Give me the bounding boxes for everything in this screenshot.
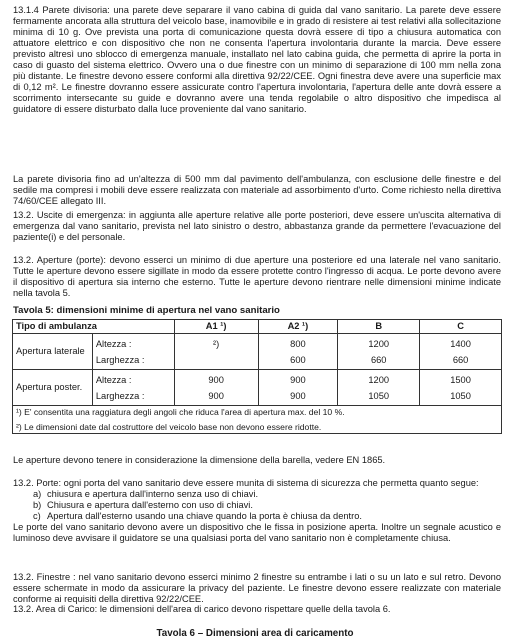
cell-b: 1200 660: [338, 334, 420, 370]
cell-c: 1400 660: [420, 334, 502, 370]
list-item: b) Chiusura e apertura dall'esterno con uso di chiavi.: [33, 500, 253, 510]
porte-list: [33, 489, 501, 522]
table5-notes: [13, 406, 502, 434]
cell-c: 1500 1050: [420, 370, 502, 406]
table5-title: Tavola 5: dimensioni minime di apertura nel vano sanitario: [13, 305, 280, 316]
row-labels: Altezza : Larghezza :: [92, 334, 174, 370]
paragraph-parete-divisoria: 13.1.4 Parete divisoria: una parete deve separare il vano cabina di guida dal vano sanitario. La parete deve essere fermamente ancorata alla struttura del veicolo base, inamovibile e in grado di resistere ai test relativi alla sollecitazione minima di 10 g. Ove prevista una porta di comunicazione questa dovrà essere di tipo a chiusura automatica con attuatore elettrico e con dispositivo che non ne consenta l'apertura involontaria durante la marcia. Deve essere previsto altresì uno sblocco di emergenza manuale, installato nel lato cabina guida, che permetta di aprire la porta in caso di guasto del sistema elettrico. Ovvero una o due finestre con un minimo di separazione di 100 mm nella zona più distante. Le finestre devono essere conformi alla direttiva 92/22/CEE. Ogni finestra deve avere una superficie max di 0,12 m². Le finestre dovranno essere assicurate contro l'apertura involontaria, l'apertura delle ante dovrà essere a scorrimento intersecante su guide e dovranno avere una tenda regolabile o altro dispositivo che impedisca al guidatore di essere disturbato dalla luce proveniente dal vano sanitario.: [13, 5, 501, 114]
row-type: Apertura laterale: [13, 334, 93, 370]
cell-a1: ²): [174, 334, 258, 370]
list-item: c) Apertura dall'esterno usando una chiave quando la porta è chiusa da dentro.: [33, 511, 362, 521]
paragraph-area-carico: 13.2. Area di Carico: le dimensioni dell'area di carico devono rispettare quelle della tavola 6.: [13, 604, 391, 614]
cell-a1: 900 900: [174, 370, 258, 406]
row-labels: Altezza : Larghezza :: [92, 370, 174, 406]
table5-header-row: [13, 320, 502, 334]
header-a2: A2 ¹): [258, 320, 338, 334]
header-b: B: [338, 320, 420, 334]
cell-b: 1200 1050: [338, 370, 420, 406]
cell-a2: 800 600: [258, 334, 338, 370]
header-c: C: [420, 320, 502, 334]
paragraph-aperture-porte: 13.2. Aperture (porte): devono esserci un minimo di due aperture una posteriore ed una laterale nel vano sanitario. Tutte le aperture devono essere sigillate in modo da essere protette contro l'ingresso di acqua. Le porte devono avere il dispositivo di apertura sia interno che esterno. Tutte le aperture devono rientrare nelle dimensioni minime indicate nella tavola 5.: [13, 255, 501, 298]
table6-title: Tavola 6 – Dimensioni area di caricamento: [156, 628, 354, 639]
paragraph-parete-materiale: La parete divisoria fino ad un'altezza di 500 mm dal pavimento dell'ambulanza, con esclusione delle finestre e del sedile ma compresi i mobili deve essere realizzata con materiale ad assorbimento d'urto. Come richiesto nella direttiva 74/60/CEE allegato III.: [13, 174, 501, 206]
paragraph-finestre: 13.2. Finestre : nel vano sanitario devono esserci minimo 2 finestre su entrambe i lati o su un lato e sul retro. Devono essere schermate in modo da assicurare la privacy del paziente. Le finestre devono essere realizzate con materiale conforme ai requisiti della direttiva 92/22/CEE.: [13, 572, 501, 604]
paragraph-porte: 13.2. Porte: ogni porta del vano sanitario deve essere munita di sistema di sicurezza che permetta quanto segue: a) chiusura e apertura dall'interno senza uso di chiavi. b) Chiusura e apertura dall'esterno con uso di chiavi. c) Apertura dall'esterno usando una chiave quando la porta è chiusa da dentro. Le porte del vano sanitario devono avere un dispositivo che le fissa in posizione aperta. Inoltre un segnale acustico e luminoso deve avvisare il guidatore se una qualsiasi porta del vano sanitario non è completamente chiusa.: [13, 478, 501, 543]
header-tipo: Tipo di ambulanza: [13, 320, 175, 334]
note-2: ²) Le dimensioni date dal costruttore del veicolo base non devono essere ridotte.: [16, 422, 322, 432]
table-row: [13, 334, 502, 370]
table5-notes-row: [13, 406, 502, 434]
note-1: ¹) E' consentita una raggiatura degli angoli che riduca l'area di apertura max. del 10 %.: [16, 407, 345, 417]
header-a1: A1 ¹): [174, 320, 258, 334]
row-type: Apertura poster.: [13, 370, 93, 406]
list-item: a) chiusura e apertura dall'interno senza uso di chiavi.: [33, 489, 259, 499]
paragraph-barella: Le aperture devono tenere in considerazione la dimensione della barella, vedere EN 1865.: [13, 455, 386, 465]
paragraph-uscite-emergenza: 13.2. Uscite di emergenza: in aggiunta alle aperture relative alle porte posteriori, deve essere un'uscita alternativa di emergenza dal vano sanitario, prevista nel lato sinistro o destro, abbastanza grande da permettere l'evacuazione del paziente(i) e del personale.: [13, 210, 501, 242]
cell-a2: 900 900: [258, 370, 338, 406]
table5-dimensions: [12, 319, 502, 434]
table-row: [13, 370, 502, 406]
